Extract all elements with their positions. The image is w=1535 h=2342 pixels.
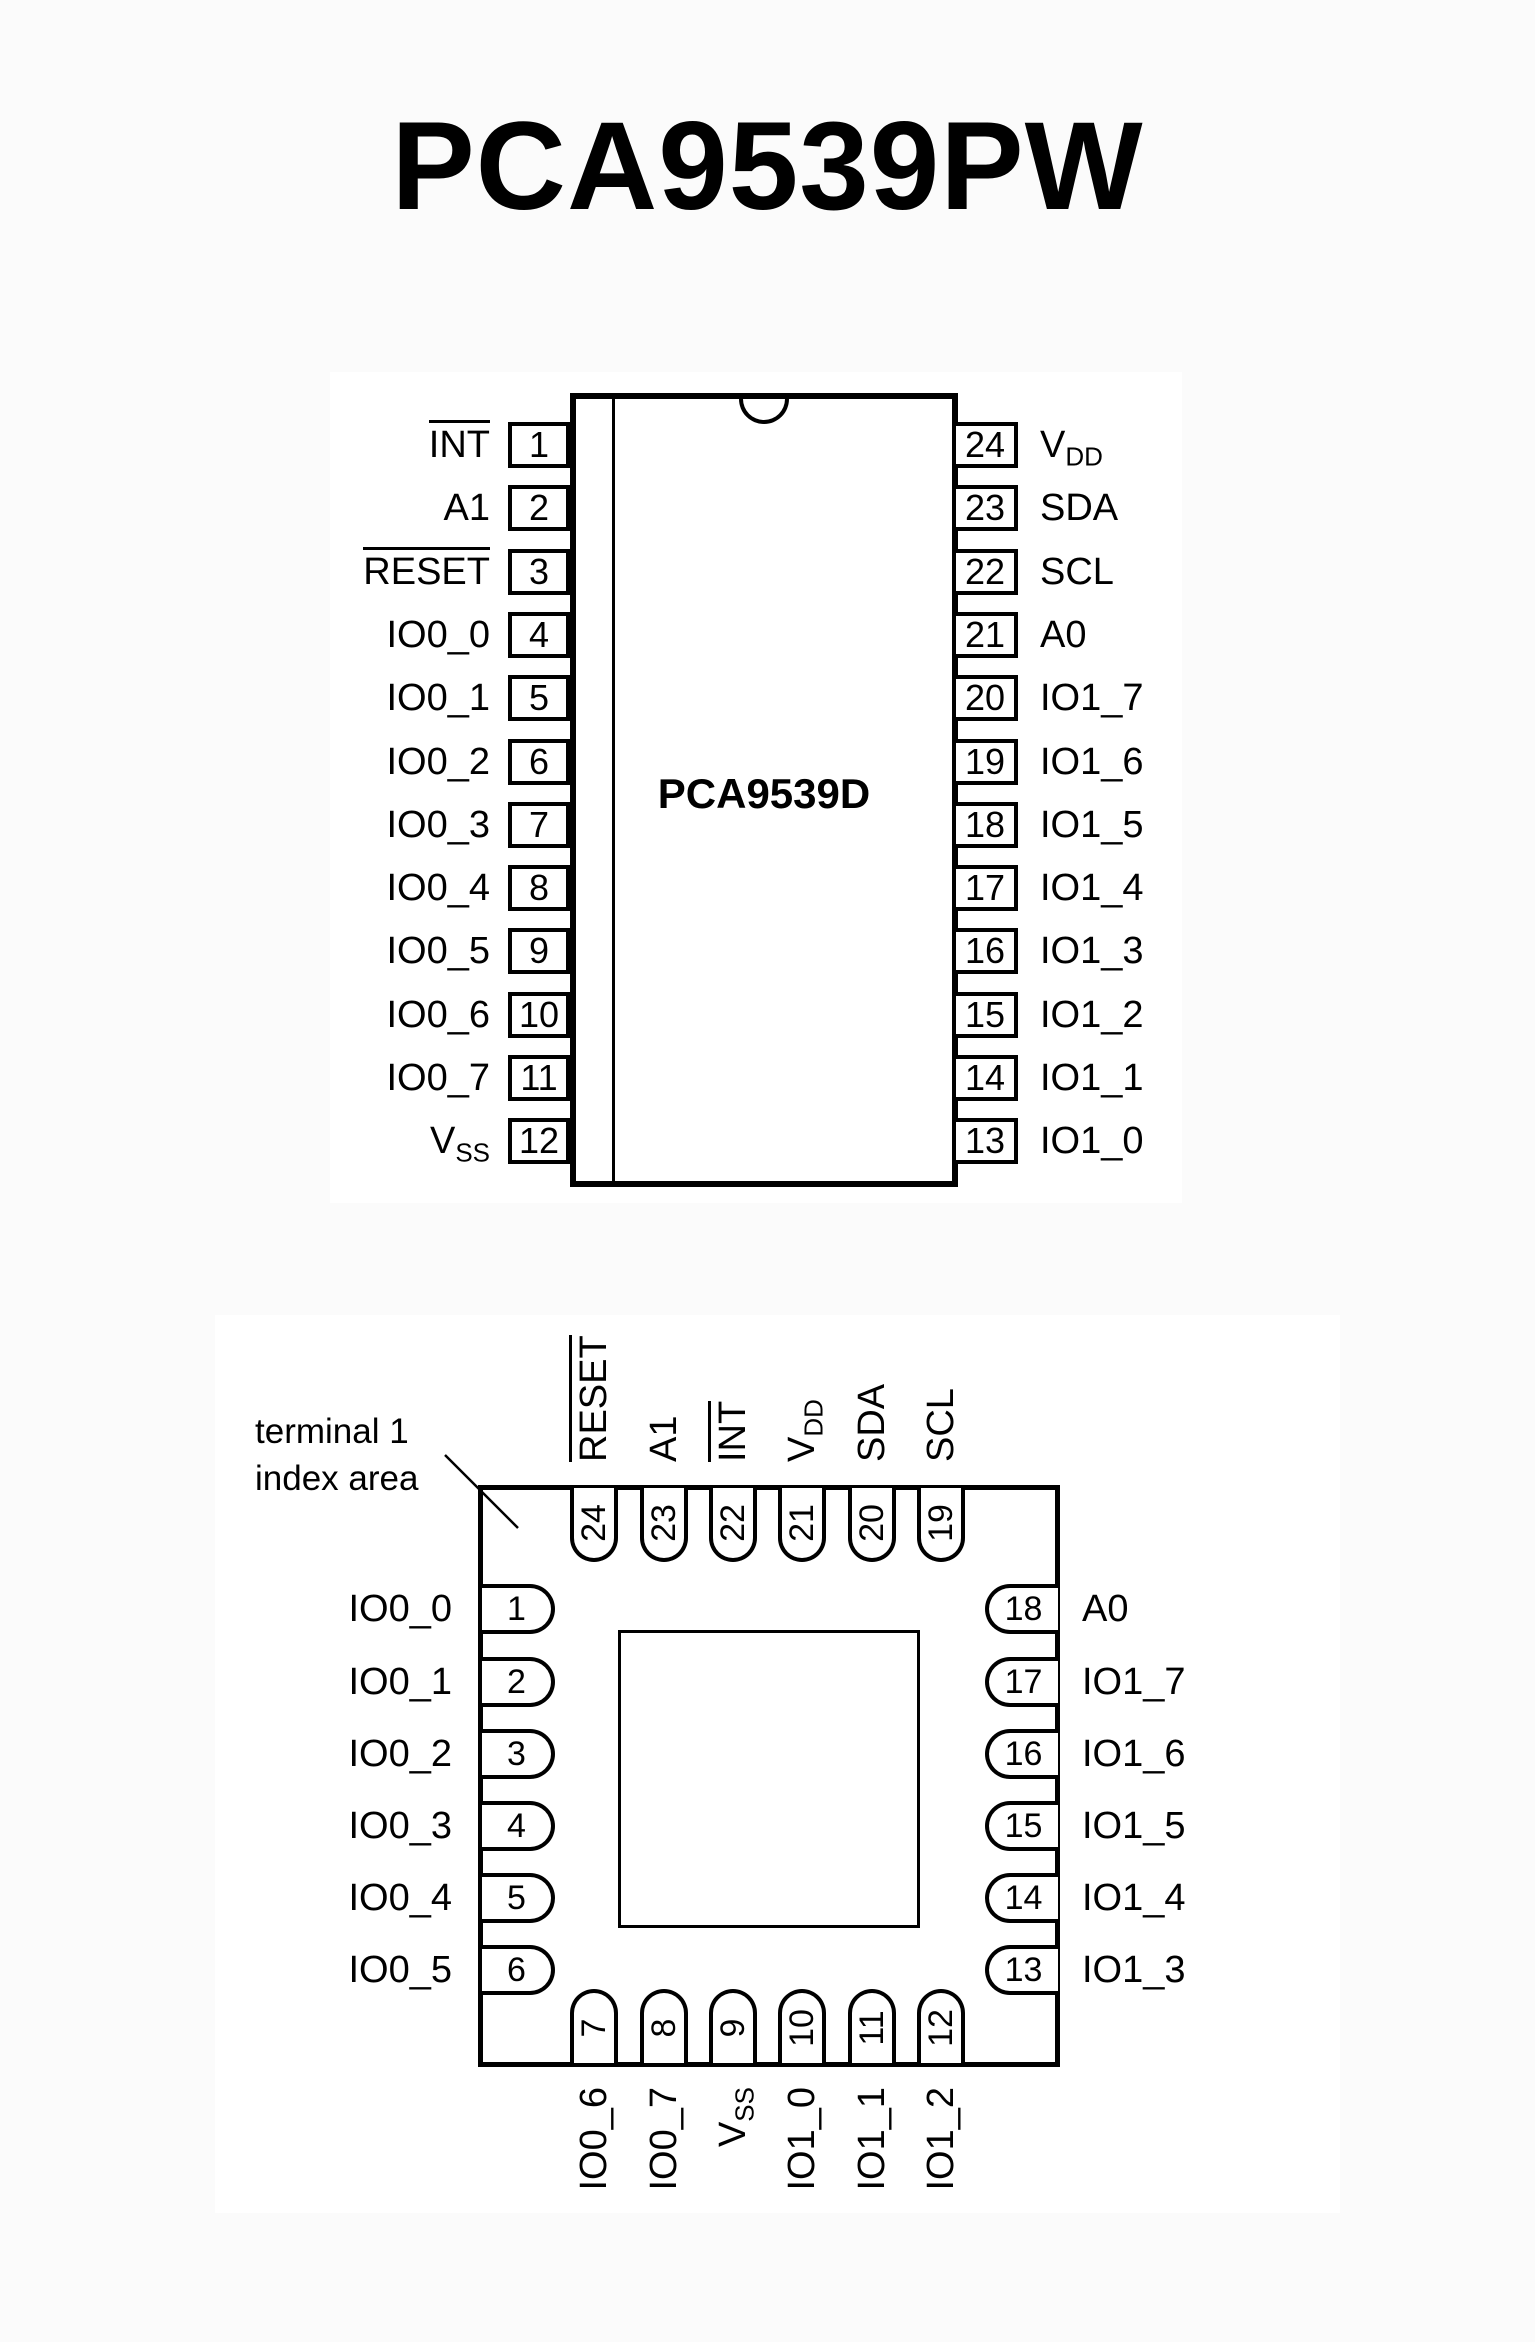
page-title: PCA9539PW: [391, 97, 1144, 236]
pin-label: IO0_4: [348, 1877, 452, 1919]
pin: [778, 1989, 826, 2063]
pin-label: IO0_2: [386, 741, 490, 783]
pin-label: A0: [1082, 1588, 1129, 1630]
pin-number: 20: [952, 675, 1018, 721]
pin-label: SCL: [1040, 551, 1114, 593]
pin-label: IO1_6: [1082, 1733, 1186, 1775]
pin-number: 6: [508, 739, 570, 785]
pin-label: $V_{SS}$: [429, 1120, 490, 1168]
pin-label: IO0_6: [386, 994, 490, 1036]
pin-label: IO1_5: [1040, 804, 1144, 846]
pin-label: SDA: [851, 1383, 893, 1462]
index-note-line1: terminal 1: [255, 1412, 409, 1451]
pin-number: 11: [852, 2010, 891, 2046]
pin-number: 1: [482, 1584, 555, 1634]
index-note: [255, 1408, 418, 1502]
pin-label: IO1_7: [1040, 677, 1144, 719]
pin-number: 22: [952, 549, 1018, 595]
pin-number: 12: [508, 1118, 570, 1164]
pin-number: 21: [952, 612, 1018, 658]
pin-number: 24: [952, 422, 1018, 468]
pin-label: IO1_0: [1040, 1120, 1144, 1162]
pin-number: 14: [985, 1873, 1058, 1923]
pin-number: 15: [952, 992, 1018, 1038]
pin-label: IO1_6: [1040, 741, 1144, 783]
pin-number: 2: [482, 1657, 555, 1707]
chip-name: PCA9539D: [657, 770, 871, 817]
pin-number: 21: [782, 1504, 821, 1542]
pin-label: SDA: [1040, 487, 1119, 529]
pin-number: 4: [508, 612, 570, 658]
index-leader-line: [438, 1448, 528, 1538]
pin-label: IO0_0: [348, 1588, 452, 1630]
pin-number: 5: [508, 675, 570, 721]
pin-number: 9: [508, 928, 570, 974]
pin-number: 8: [508, 865, 570, 911]
pin-number: 13: [985, 1945, 1058, 1995]
pin-label: IO0_3: [348, 1805, 452, 1847]
pin-label: IO0_1: [386, 677, 490, 719]
pin-number: 5: [482, 1873, 555, 1923]
pin-number: 17: [952, 865, 1018, 911]
pin-number: 16: [985, 1729, 1058, 1779]
pin-label: IO0_6: [573, 2087, 615, 2191]
pin-label: IO1_1: [1040, 1057, 1144, 1099]
pin: [848, 1989, 896, 2063]
pin-number: 18: [952, 802, 1018, 848]
pin: [570, 1989, 618, 2063]
pin-label: $V_{DD}$: [781, 1399, 829, 1462]
pin-label: IO1_4: [1082, 1877, 1186, 1919]
pin-number: 19: [952, 739, 1018, 785]
pin-label: IO0_3: [386, 804, 490, 846]
pin-label: IO0_5: [386, 930, 490, 972]
index-note-line2: index area: [255, 1459, 419, 1498]
pin-number: 24: [574, 1504, 613, 1542]
pin: [709, 1989, 757, 2063]
pin-label: A0: [1040, 614, 1087, 656]
pin: [640, 1488, 688, 1562]
pin-label: RESET: [363, 549, 490, 595]
pin-number: 22: [713, 1504, 752, 1542]
pin-label: IO1_7: [1082, 1661, 1186, 1703]
pin-label: IO1_5: [1082, 1805, 1186, 1847]
pin-number: 13: [952, 1118, 1018, 1164]
pin-number: 10: [782, 2009, 821, 2047]
pin-label: IO1_0: [781, 2087, 823, 2191]
pin: [778, 1488, 826, 1562]
pin-number: 3: [508, 549, 570, 595]
pin-number: 4: [482, 1801, 555, 1851]
thermal-pad: [618, 1630, 920, 1928]
pin-number: 23: [952, 485, 1018, 531]
pin-label: IO0_7: [386, 1057, 490, 1099]
pin-number: 1: [508, 422, 570, 468]
pin-label: $V_{DD}$: [1040, 424, 1103, 472]
pin-number: 7: [574, 2018, 613, 2038]
pin-label: IO1_2: [1040, 994, 1144, 1036]
pin-label: IO0_4: [386, 867, 490, 909]
pin-number: 16: [952, 928, 1018, 974]
pin-label: A1: [643, 1415, 685, 1462]
pin-number: 12: [921, 2009, 960, 2047]
pin-number: 19: [921, 1504, 960, 1542]
pin-number: 10: [508, 992, 570, 1038]
pin-label: A1: [443, 487, 490, 529]
pin: [848, 1488, 896, 1562]
pin-label: IO0_5: [348, 1949, 452, 1991]
pin: [570, 1488, 618, 1562]
pin-label: RESET: [574, 1302, 614, 1462]
pin-number: 8: [644, 2018, 683, 2038]
pin-number: 9: [713, 2018, 752, 2038]
pin-label: IO0_7: [643, 2087, 685, 2191]
pin-label: IO1_4: [1040, 867, 1144, 909]
pin-label: $V_{SS}$: [712, 2087, 760, 2148]
pin-number: 18: [985, 1584, 1058, 1634]
pin-label: IO1_3: [1040, 930, 1144, 972]
pin-label: IO1_1: [851, 2087, 893, 2191]
pin-number: 15: [985, 1801, 1058, 1851]
pin: [917, 1989, 965, 2063]
pin-number: 7: [508, 802, 570, 848]
pin: [640, 1989, 688, 2063]
pin-label: IO0_1: [348, 1661, 452, 1703]
pin-number: 23: [644, 1504, 683, 1542]
pin-number: 6: [482, 1945, 555, 1995]
pin-label: IO0_2: [348, 1733, 452, 1775]
pin-number: 3: [482, 1729, 555, 1779]
pin-label: INT: [429, 422, 490, 468]
pin-label: IO1_3: [1082, 1949, 1186, 1991]
pin-number: 14: [952, 1055, 1018, 1101]
pin-label: IO0_0: [386, 614, 490, 656]
pin-number: 11: [508, 1055, 570, 1101]
pin-label: SCL: [920, 1388, 962, 1462]
pin-number: 17: [985, 1657, 1058, 1707]
pin: [917, 1488, 965, 1562]
pin-label: IO1_2: [920, 2087, 962, 2191]
pin-label: INT: [713, 1302, 753, 1462]
pin: [709, 1488, 757, 1562]
pin-number: 20: [852, 1504, 891, 1542]
pin-number: 2: [508, 485, 570, 531]
